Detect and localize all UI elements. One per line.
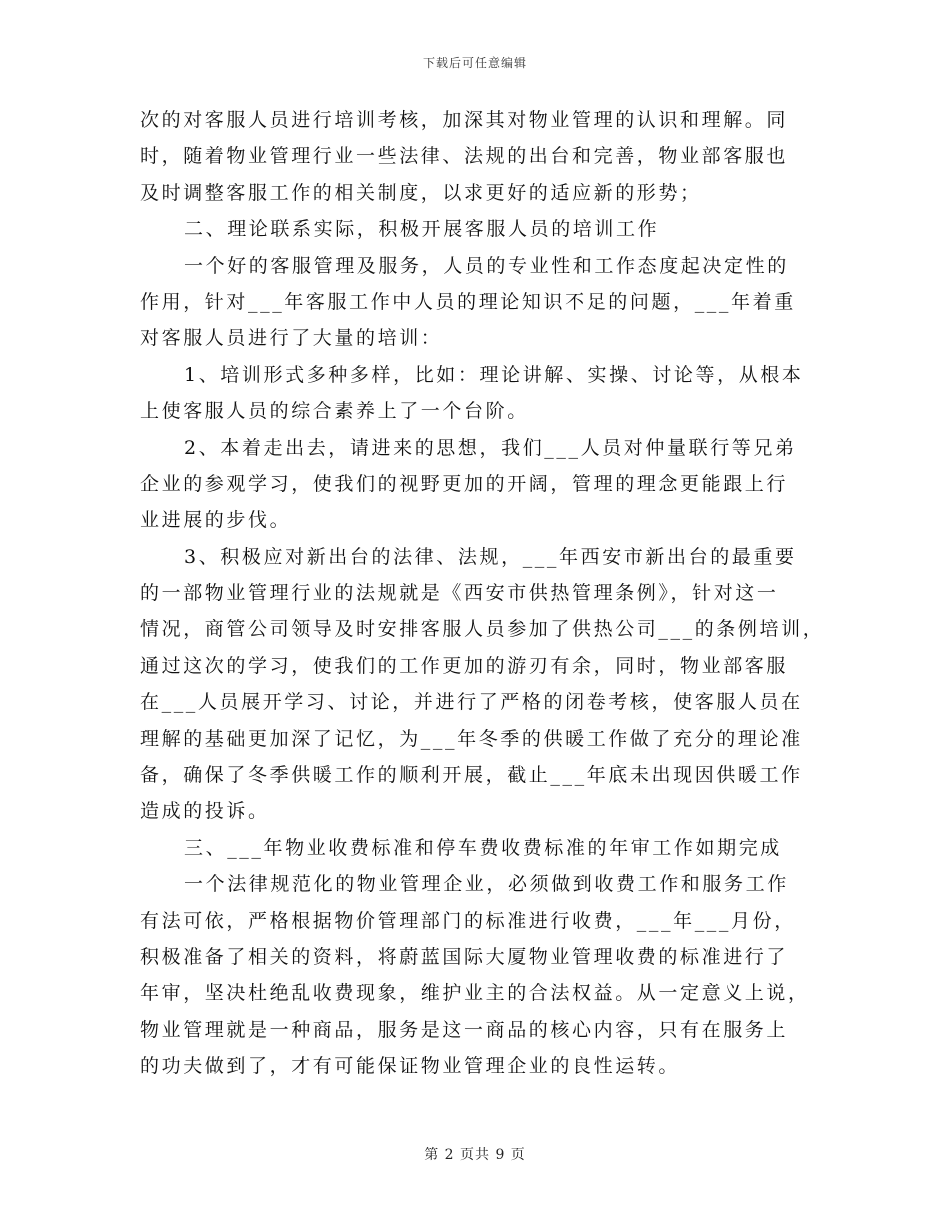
- text-line: 3、积极应对新出台的法律、法规，___年西安市新出台的最重要: [184, 545, 797, 568]
- text-line: 作用，针对___年客服工作中人员的理论知识不足的问题，___年着重: [140, 290, 796, 313]
- text-line: 三、___年物业收费标准和停车费收费标准的年审工作如期完成: [184, 836, 782, 859]
- text-line: 通过这次的学习，使我们的工作更加的游刃有余，同时，物业部客服: [140, 654, 789, 677]
- text-line: 的功夫做到了，才有可能保证物业管理企业的良性运转。: [140, 1055, 681, 1078]
- page-header: 下载后可任意编辑: [422, 56, 527, 70]
- text-line: 积极准备了相关的资料，将蔚蓝国际大厦物业管理收费的标准进行了: [140, 945, 789, 968]
- text-line: 造成的投诉。: [140, 800, 270, 823]
- text-line: 次的对客服人员进行培训考核，加深其对物业管理的认识和理解。同: [140, 109, 789, 131]
- text-line: 有法可依，严格根据物价管理部门的标准进行收费，___年___月份，: [140, 909, 796, 932]
- text-line: 时，随着物业管理行业一些法律、法规的出台和完善，物业部客服也: [140, 145, 789, 168]
- text-line: 企业的参观学习，使我们的视野更加的开阔，管理的理念更能跟上行: [140, 472, 789, 495]
- text-line: 年审，坚决杜绝乱收费现象，维护业主的合法权益。从一定意义上说，: [140, 982, 810, 1005]
- text-line: 1、培训形式多种多样，比如：理论讲解、实操、讨论等，从根本: [184, 363, 804, 386]
- text-line: 的一部物业管理行业的法规就是《西安市供热管理条例》，针对这一: [140, 582, 779, 605]
- text-line: 一个法律规范化的物业管理企业，必须做到收费工作和服务工作: [184, 873, 789, 896]
- text-line: 物业管理就是一种商品，服务是这一商品的核心内容，只有在服务上: [140, 1018, 789, 1041]
- text-line: 对客服人员进行了大量的培训：: [140, 327, 443, 350]
- text-line: 上使客服人员的综合素养上了一个台阶。: [140, 400, 529, 423]
- page-number: 第 2 页共 9 页: [424, 1147, 526, 1163]
- text-line: 情况，商管公司领导及时安排客服人员参加了供热公司___的条例培训，: [140, 618, 825, 641]
- document-body: [140, 102, 825, 1085]
- text-line: 一个好的客服管理及服务，人员的专业性和工作态度起决定性的: [184, 254, 789, 277]
- text-line: 及时调整客服工作的相关制度，以求更好的适应新的形势；: [140, 181, 702, 204]
- text-line: 在___人员展开学习、讨论，并进行了严格的闭卷考核，使客服人员在: [140, 691, 803, 714]
- text-line: 理解的基础更加深了记忆，为___年冬季的供暖工作做了充分的理论准: [140, 727, 803, 750]
- text-line: 备，确保了冬季供暖工作的顺利开展，截止___年底未出现因供暖工作: [140, 764, 803, 787]
- text-line: 2、本着走出去，请进来的思想，我们___人员对仲量联行等兄弟: [184, 436, 797, 459]
- text-line: 二、理论联系实际，积极开展客服人员的培训工作: [184, 218, 660, 241]
- text-line: 业进展的步伐。: [140, 509, 292, 532]
